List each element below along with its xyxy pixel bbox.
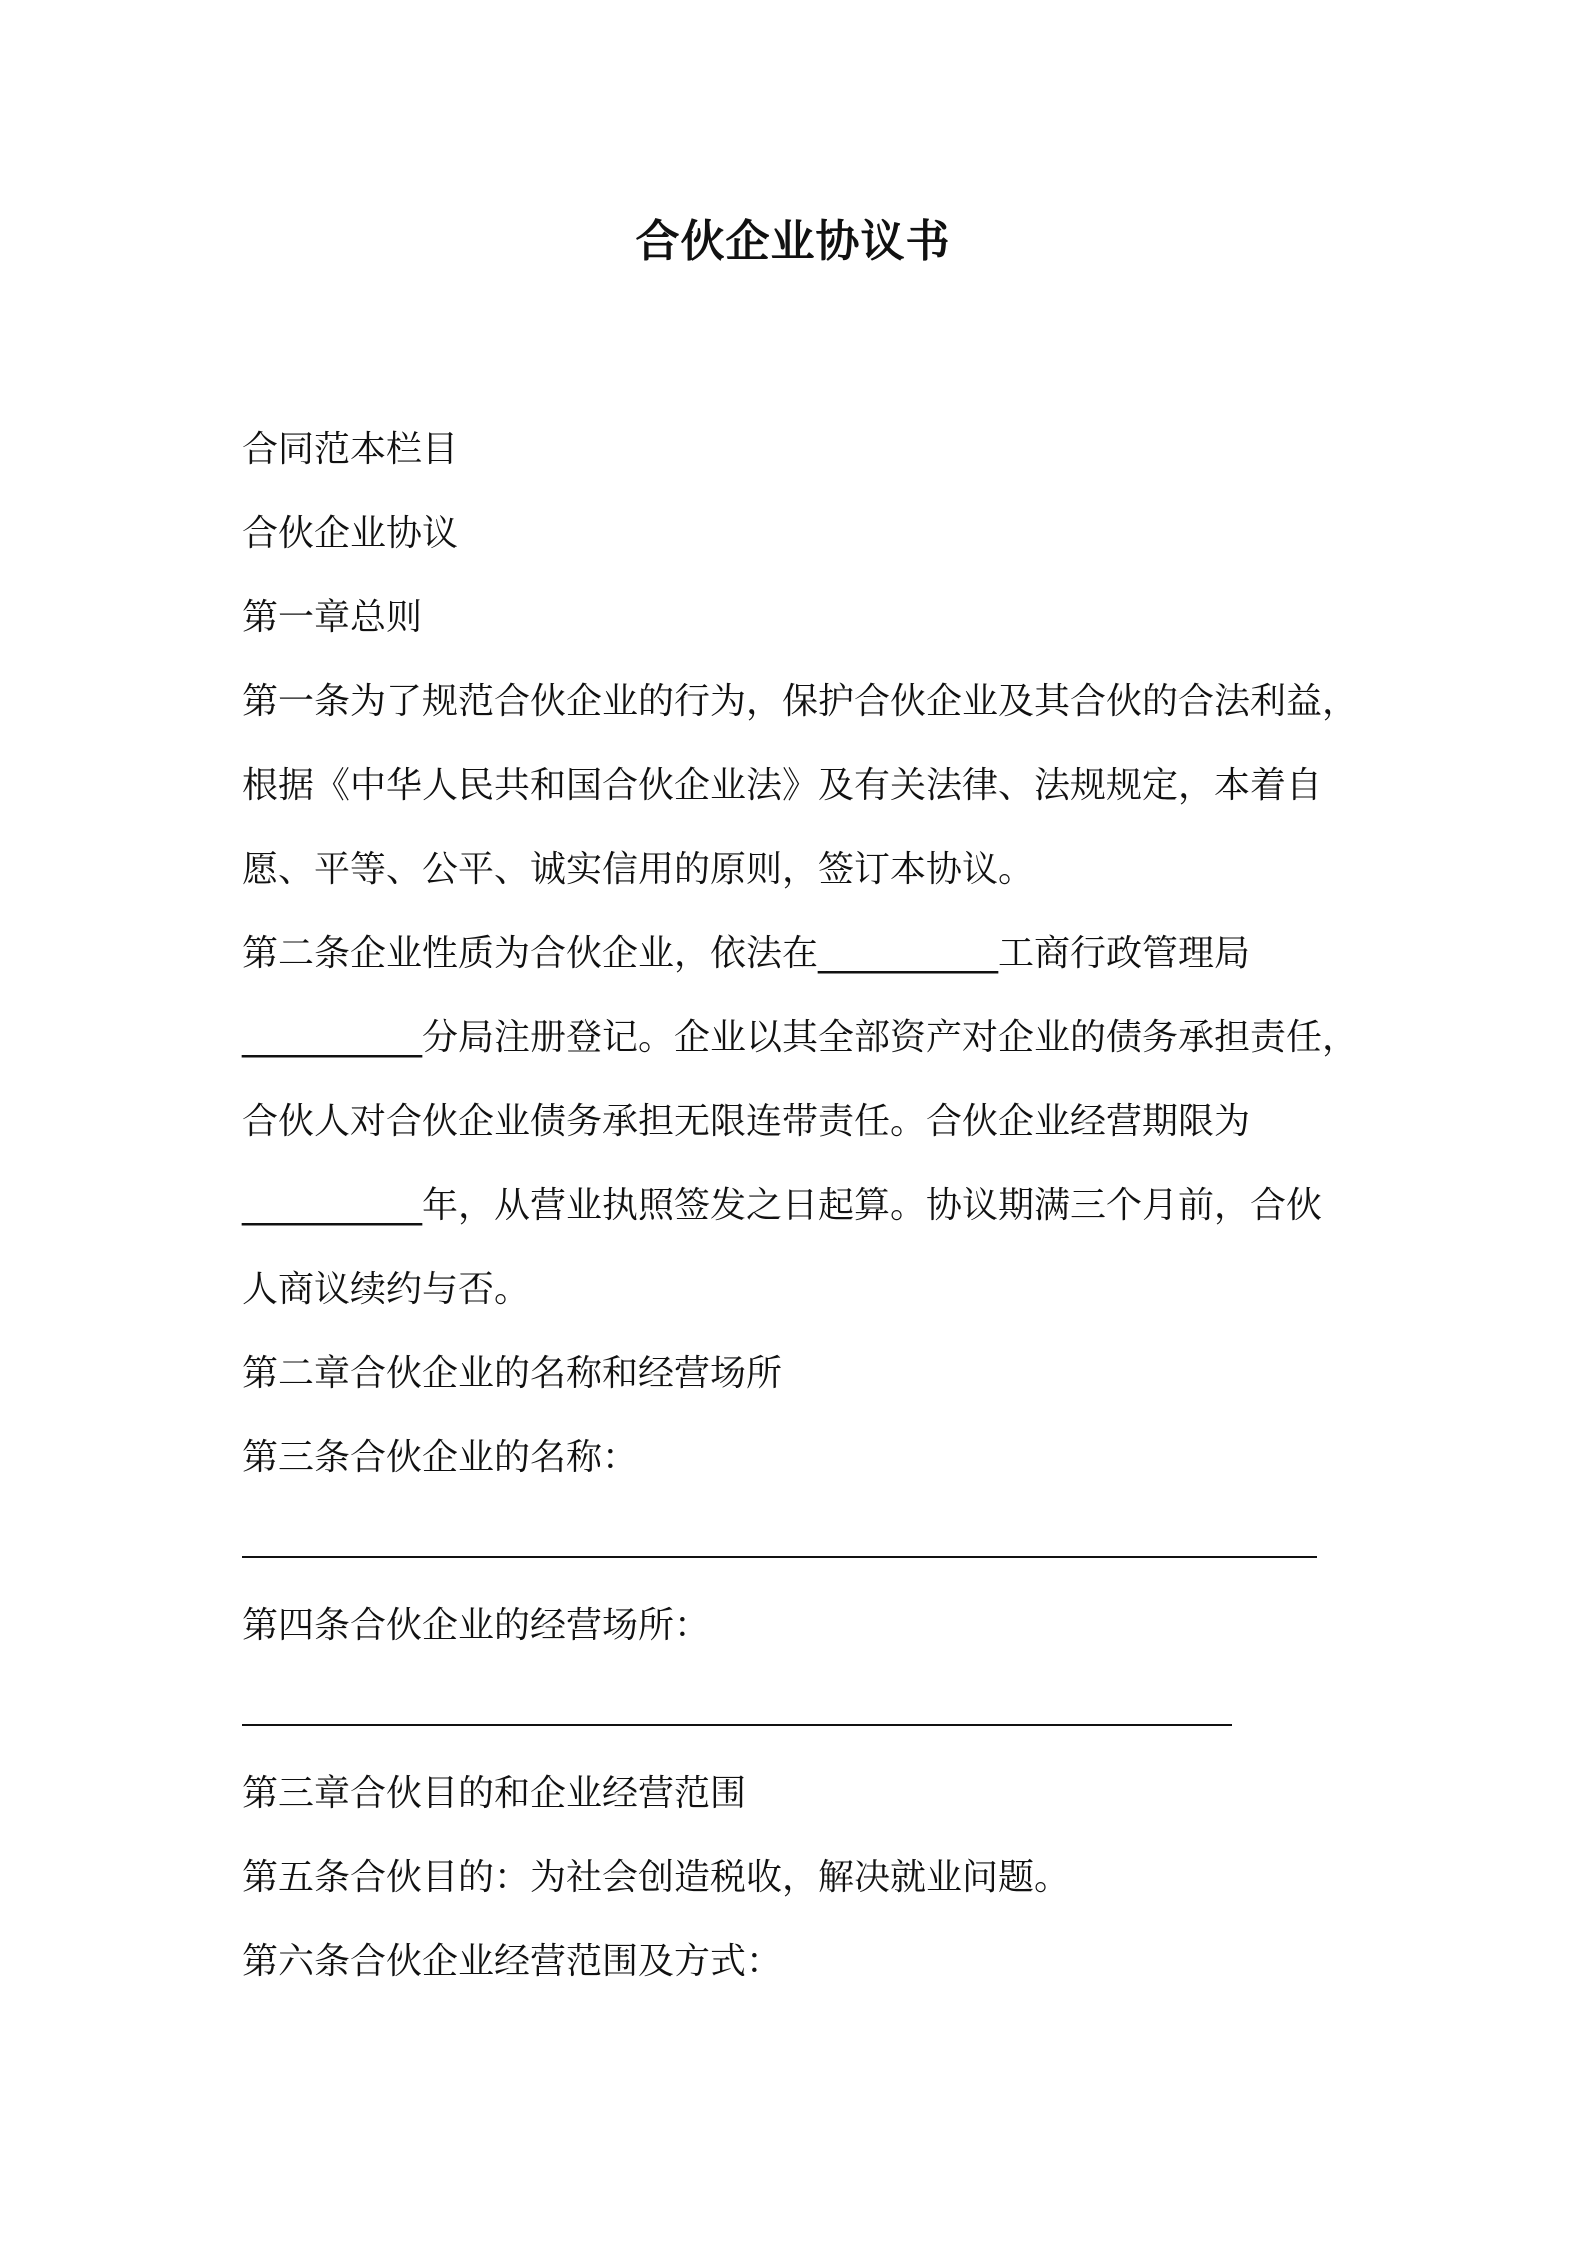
text-line: 第四条合伙企业的经营场所： bbox=[242, 1605, 711, 1646]
text-line: 第三条合伙企业的名称： bbox=[242, 1437, 639, 1478]
text-line: 愿、平等、公平、诚实信用的原则，签订本协议。 bbox=[242, 849, 1035, 890]
chapter-heading: 第一章总则 bbox=[242, 597, 423, 638]
chapter-heading: 第二章合伙企业的名称和经营场所 bbox=[242, 1353, 783, 1394]
underline bbox=[242, 1556, 1317, 1558]
text-line: 第二条企业性质为合伙企业，依法在__________工商行政管理局 bbox=[242, 933, 1251, 974]
text-line: __________年，从营业执照签发之日起算。协议期满三个月前，合伙 bbox=[242, 1185, 1323, 1226]
text-line: 根据《中华人民共和国合伙企业法》及有关法律、法规规定，本着自 bbox=[242, 765, 1323, 806]
text-line: 合伙企业协议 bbox=[242, 513, 459, 554]
underline bbox=[242, 1724, 1232, 1726]
text-line: 合同范本栏目 bbox=[242, 429, 459, 470]
document-title: 合伙企业协议书 bbox=[635, 216, 951, 267]
text-line: 人商议续约与否。 bbox=[242, 1269, 531, 1310]
blank-line-company-name bbox=[242, 1500, 1392, 1584]
document-body bbox=[242, 408, 1392, 2004]
text-line: 第六条合伙企业经营范围及方式： bbox=[242, 1941, 783, 1982]
text-line: 合伙人对合伙企业债务承担无限连带责任。合伙企业经营期限为 bbox=[242, 1101, 1251, 1142]
blank-line-business-address bbox=[242, 1668, 1392, 1752]
text-line: 第五条合伙目的：为社会创造税收，解决就业问题。 bbox=[242, 1857, 1071, 1898]
chapter-heading: 第三章合伙目的和企业经营范围 bbox=[242, 1773, 747, 1814]
text-line: 第一条为了规范合伙企业的行为，保护合伙企业及其合伙的合法利益， bbox=[242, 681, 1359, 722]
text-line: __________分局注册登记。企业以其全部资产对企业的债务承担责任， bbox=[242, 1017, 1359, 1058]
